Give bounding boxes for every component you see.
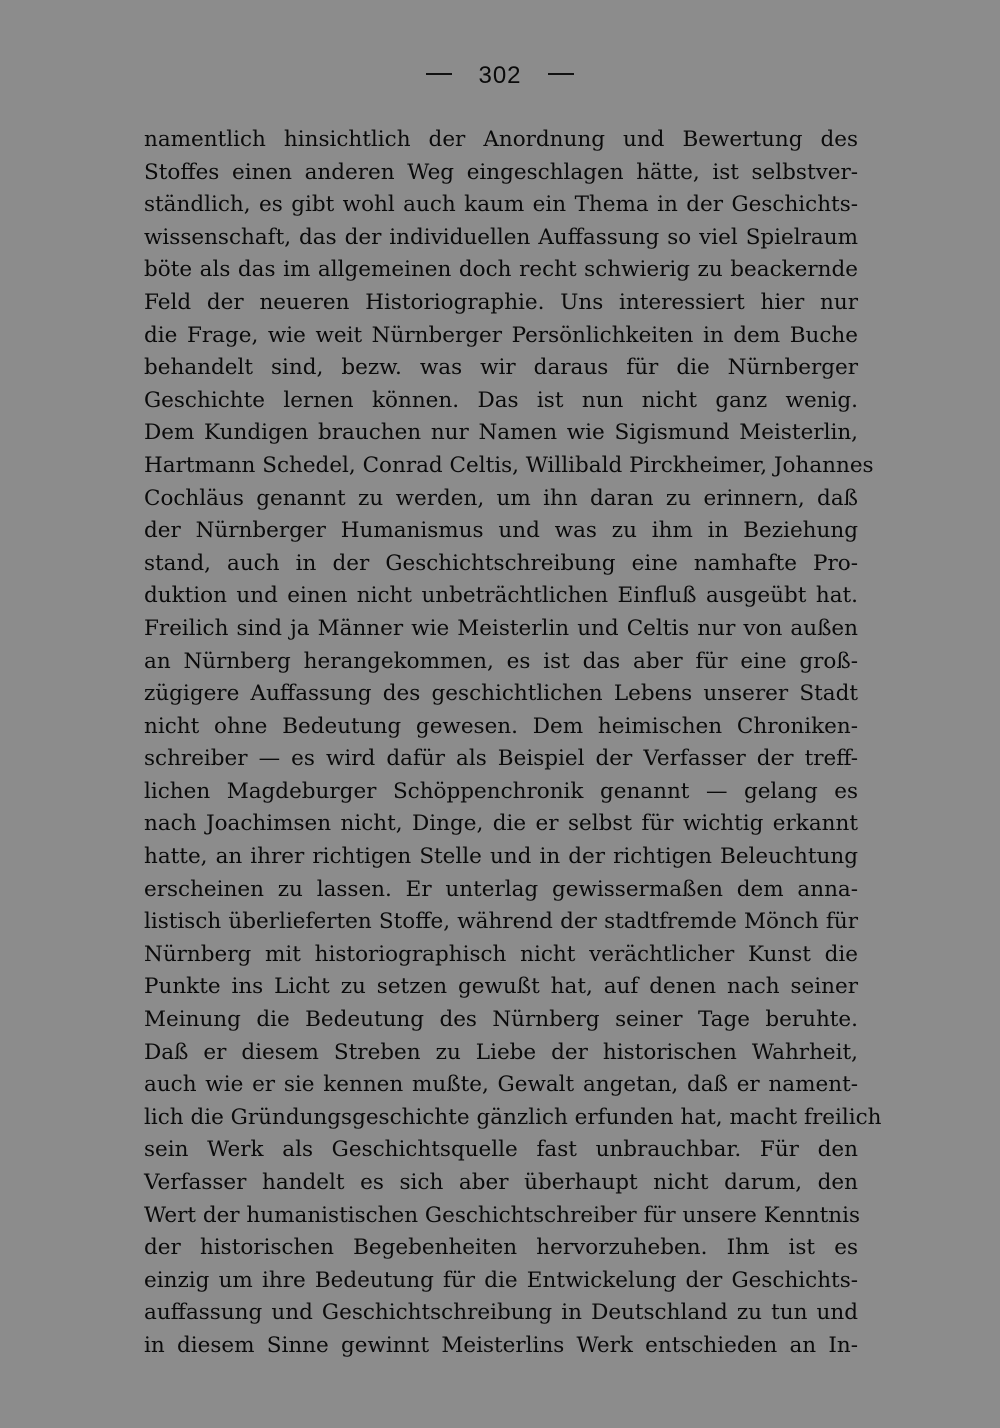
text-line: Meinung die Bedeutung des Nürnberg seiner Tage beruhte.: [144, 1007, 858, 1033]
text-line: schreiber — es wird dafür als Beispiel der Verfasser der treff-: [144, 746, 858, 772]
text-line: erscheinen zu lassen. Er unterlag gewissermaßen dem anna-: [144, 876, 858, 902]
text-line: listisch überlieferten Stoffe, während der stadtfremde Mönch für: [144, 909, 858, 935]
text-line: Hartmann Schedel, Conrad Celtis, Willibald Pirckheimer, Johannes: [144, 452, 874, 478]
page-number: [0, 62, 1000, 90]
text-line: einzig um ihre Bedeutung für die Entwickelung der Geschichts-: [144, 1267, 858, 1293]
text-line: Wert der humanistischen Geschichtschreiber für unsere Kenntnis: [144, 1202, 861, 1228]
page-number-left-dash: [426, 73, 452, 75]
text-line: Cochläus genannt zu werden, um ihn daran zu erinnern, daß: [144, 485, 858, 511]
text-line: Geschichte lernen können. Das ist nun nicht ganz wenig.: [144, 387, 858, 413]
text-line: wissenschaft, das der individuellen Auffassung so viel Spielraum: [144, 224, 858, 250]
text-line: hatte, an ihrer richtigen Stelle und in der richtigen Beleuchtung: [144, 844, 858, 870]
page-number-right-dash: [548, 73, 574, 75]
text-line: Daß er diesem Streben zu Liebe der historischen Wahrheit,: [144, 1039, 858, 1065]
text-line: lich die Gründungsgeschichte gänzlich erfunden hat, macht freilich: [144, 1104, 882, 1130]
text-line: böte als das im allgemeinen doch recht schwierig zu beackernde: [144, 257, 858, 283]
text-line: Freilich sind ja Männer wie Meisterlin und Celtis nur von außen: [144, 615, 858, 641]
text-line: der Nürnberger Humanismus und was zu ihm in Beziehung: [144, 518, 858, 544]
text-line: die Frage, wie weit Nürnberger Persönlichkeiten in dem Buche: [144, 322, 858, 348]
text-line: Verfasser handelt es sich aber überhaupt nicht darum, den: [144, 1170, 858, 1195]
text-line: nicht ohne Bedeutung gewesen. Dem heimischen Chroniken-: [144, 713, 858, 739]
text-line: Feld der neueren Historiographie. Uns interessiert hier nur: [144, 289, 858, 315]
text-line: zügigere Auffassung des geschichtlichen Lebens unserer Stadt: [144, 681, 858, 707]
text-line: auch wie er sie kennen mußte, Gewalt angetan, daß er nament-: [144, 1072, 858, 1098]
text-line: behandelt sind, bezw. was wir daraus für die Nürnberger: [144, 355, 858, 381]
text-line: Punkte ins Licht zu setzen gewußt hat, auf denen nach seiner: [144, 974, 858, 1000]
page-number-value: 302: [478, 62, 522, 89]
text-line: sein Werk als Geschichtsquelle fast unbrauchbar. Für den: [144, 1137, 858, 1163]
text-line: an Nürnberg herangekommen, es ist das aber für eine groß-: [144, 648, 858, 674]
text-line: lichen Magdeburger Schöppenchronik genannt — gelang es: [144, 778, 858, 804]
text-line: in diesem Sinne gewinnt Meisterlins Werk entschieden an In-: [144, 1332, 858, 1358]
text-line: auffassung und Geschichtschreibung in Deutschland zu tun und: [144, 1300, 858, 1326]
text-line: stand, auch in der Geschichtschreibung eine namhafte Pro-: [144, 550, 858, 576]
text-line: Stoffes einen anderen Weg eingeschlagen hätte, ist selbstver-: [144, 159, 858, 185]
text-line: nach Joachimsen nicht, Dinge, die er selbst für wichtig erkannt: [144, 811, 858, 837]
text-line: der historischen Begebenheiten hervorzuheben. Ihm ist es: [144, 1235, 858, 1261]
text-line: Dem Kundigen brauchen nur Namen wie Sigismund Meisterlin,: [144, 420, 858, 446]
text-line: duktion und einen nicht unbeträchtlichen Einfluß ausgeübt hat.: [144, 583, 858, 609]
body-text: [144, 124, 882, 1363]
text-line: namentlich hinsichtlich der Anordnung und Bewertung des: [144, 127, 858, 152]
text-line: Nürnberg mit historiographisch nicht verächtlicher Kunst die: [144, 941, 858, 967]
text-line: ständlich, es gibt wohl auch kaum ein Thema in der Geschichts-: [144, 192, 858, 218]
